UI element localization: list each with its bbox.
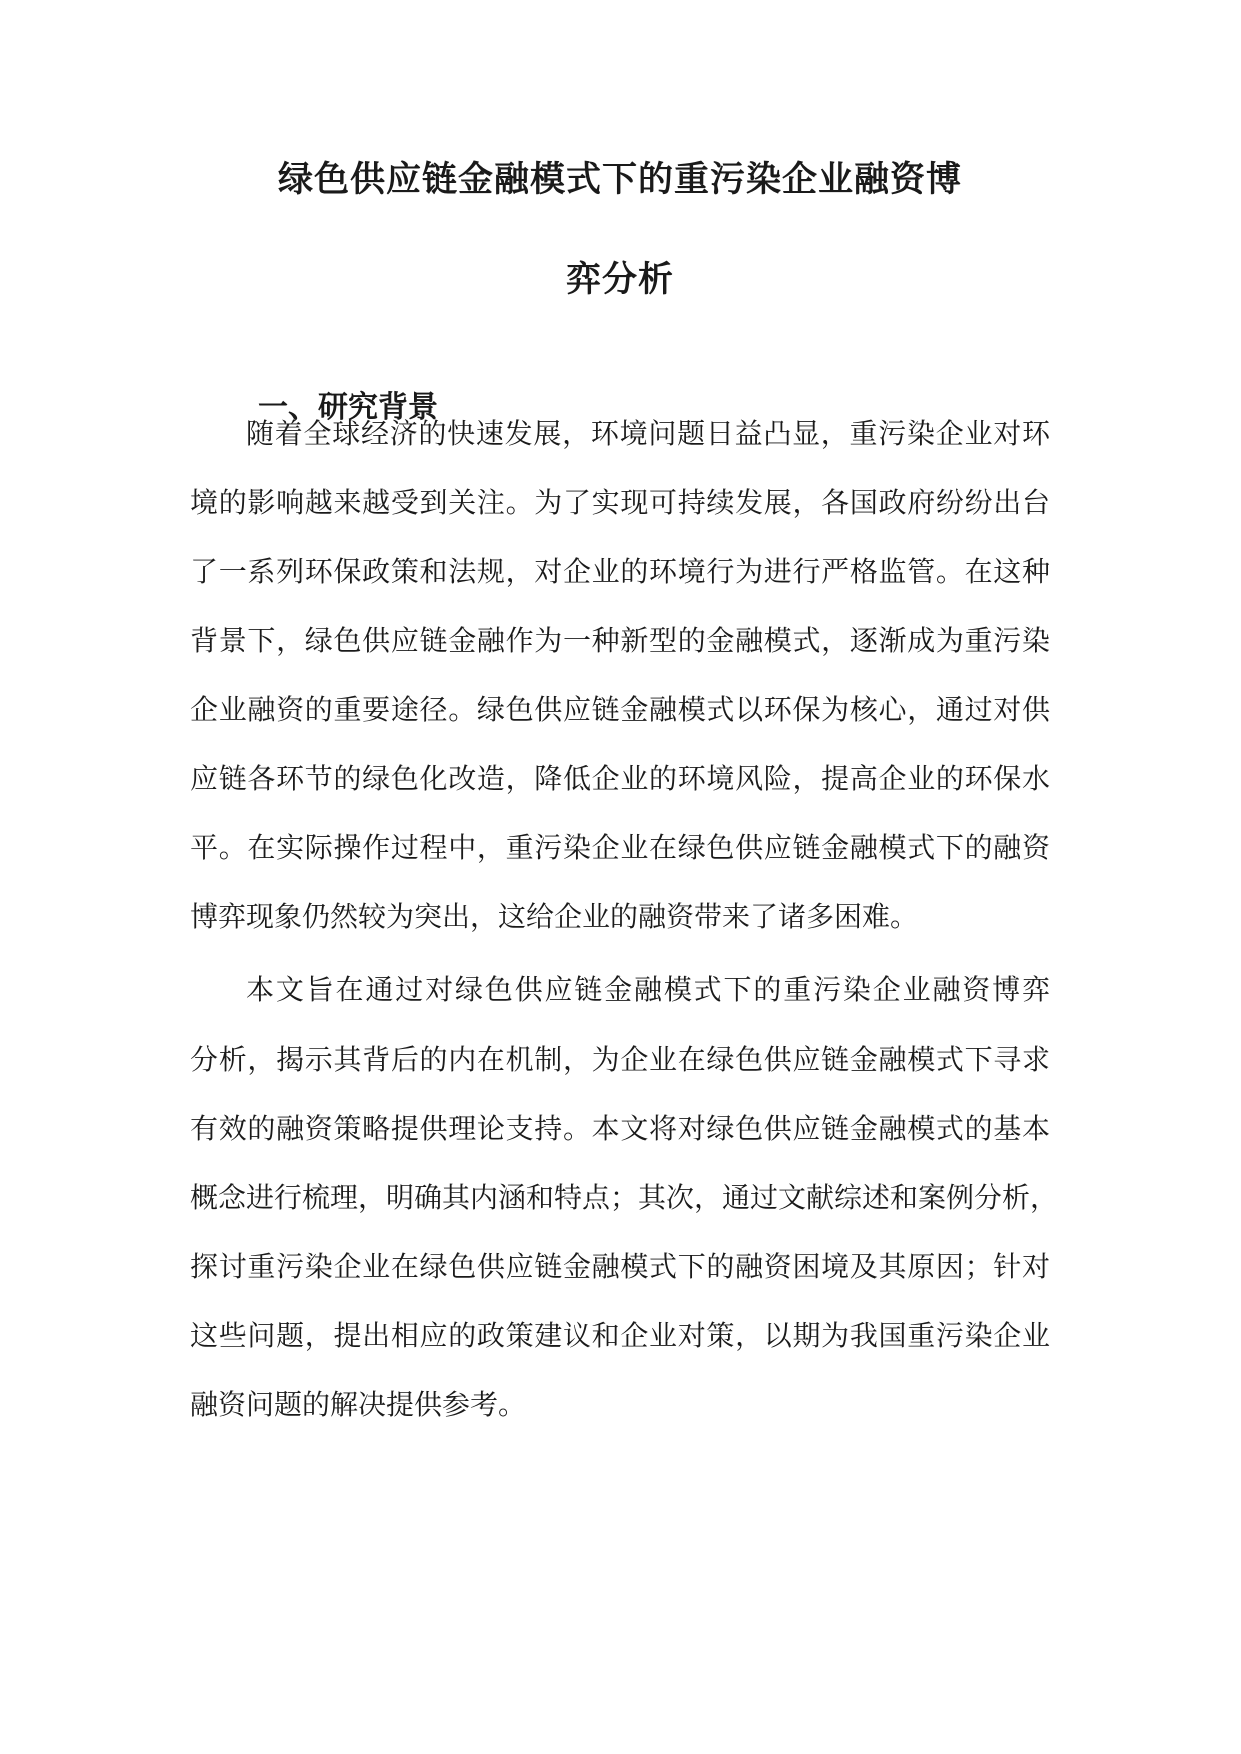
paragraph-line: 了一系列环保政策和法规，对企业的环境行为进行严格监管。在这种 xyxy=(190,555,1050,588)
paragraph-line: 境的影响越来越受到关注。为了实现可持续发展，各国政府纷纷出台 xyxy=(190,486,1050,519)
paragraph-line: 博弈现象仍然较为突出，这给企业的融资带来了诸多困难。 xyxy=(190,900,919,933)
paragraph-line: 企业融资的重要途径。绿色供应链金融模式以环保为核心，通过对供 xyxy=(190,693,1050,726)
paragraph-line: 融资问题的解决提供参考。 xyxy=(190,1388,527,1421)
paragraph-line: 随着全球经济的快速发展，环境问题日益凸显，重污染企业对环 xyxy=(246,417,1050,450)
document-title-line-1: 绿色供应链金融模式下的重污染企业融资博 xyxy=(277,160,962,200)
paragraph-line: 背景下，绿色供应链金融作为一种新型的金融模式，逐渐成为重污染 xyxy=(190,624,1050,657)
paragraph-line: 本文旨在通过对绿色供应链金融模式下的重污染企业融资博弈 xyxy=(246,973,1050,1006)
paragraph-line: 应链各环节的绿色化改造，降低企业的环境风险，提高企业的环保水 xyxy=(190,762,1050,795)
paragraph-line: 平。在实际操作过程中，重污染企业在绿色供应链金融模式下的融资 xyxy=(190,831,1050,864)
paragraph-line: 有效的融资策略提供理论支持。本文将对绿色供应链金融模式的基本 xyxy=(190,1112,1050,1145)
section-heading: 一、研究背景 xyxy=(258,390,438,425)
document-title-line-2: 弈分析 xyxy=(565,260,674,300)
paragraph-line: 分析，揭示其背后的内在机制，为企业在绿色供应链金融模式下寻求 xyxy=(190,1043,1050,1076)
paragraph-line: 这些问题，提出相应的政策建议和企业对策，以期为我国重污染企业 xyxy=(190,1319,1050,1352)
paragraph-line: 概念进行梳理，明确其内涵和特点；其次，通过文献综述和案例分析， xyxy=(190,1181,1059,1214)
paragraph-line: 探讨重污染企业在绿色供应链金融模式下的融资困境及其原因；针对 xyxy=(190,1250,1050,1283)
